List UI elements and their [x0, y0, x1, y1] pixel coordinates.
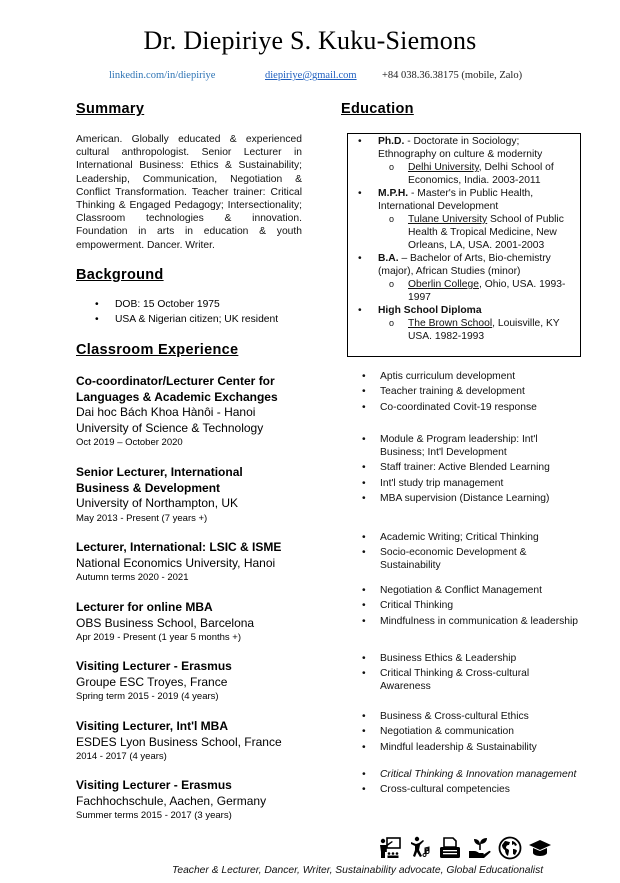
job-entry: [76, 778, 326, 822]
school-detail: School of Public Health & Tropical Medicine, New Orleans, LA, USA. 2001-2003: [408, 214, 564, 251]
job-entry: [76, 659, 326, 703]
job-dates: Autumn terms 2020 - 2021: [76, 572, 189, 583]
responsibility-item: • Cross-cultural competencies: [362, 783, 582, 796]
bullet-icon: •: [358, 305, 362, 316]
degree-label: Ph.D.: [378, 136, 405, 147]
job-dates: Summer terms 2015 - 2017 (3 years): [76, 810, 232, 821]
job-org: ESDES Lyon Business School, France: [76, 734, 282, 749]
school-detail: , Delhi School of Economics, India. 2003-2011: [408, 162, 554, 186]
school-name: Tulane University: [408, 214, 488, 225]
plant-hand-icon: [468, 836, 492, 860]
education-item-phd: [348, 135, 580, 187]
job-dates: Apr 2019 - Present (1 year 5 months +): [76, 632, 242, 643]
school-name: The Brown School: [408, 318, 493, 329]
classroom-experience-heading: Classroom Experience: [76, 342, 239, 358]
degree-label: M.P.H.: [378, 188, 409, 199]
summary-text: American. Globally educated & experienced cultural anthropologist. Senior Lecturer in International Business: Ethics & Sustainability; Leadership, Communication, Negotiation & Conflict Transformation. Teacher trainer: Critical Thinking & Engaged Pedagogy; Intersectionality; Classroom technologies & innovation. Foundation in arts in education & youth empowerment. Dancer. Writer.: [76, 134, 302, 251]
typewriter-icon: [438, 836, 462, 860]
job-role: Lecturer, International: LSIC & ISME: [76, 540, 282, 554]
dancer-icon: [408, 836, 432, 860]
responsibility-list: [362, 531, 582, 575]
job-role: Lecturer for online MBA: [76, 600, 213, 614]
school-detail: , Louisville, KY USA. 1982-1993: [408, 318, 560, 342]
job-org: National Economics University, Hanoi: [76, 555, 276, 570]
job-org: Fachhochschule, Aachen, Germany: [76, 793, 267, 808]
job-role: Visiting Lecturer - Erasmus: [76, 778, 232, 792]
bullet-icon: •: [358, 253, 362, 264]
responsibility-item: • Aptis curriculum development: [362, 370, 582, 383]
job-role: Senior Lecturer, International Business & Development: [76, 465, 243, 495]
job-org: OBS Business School, Barcelona: [76, 615, 255, 630]
responsibility-list: [362, 584, 582, 630]
job-org: University of Northampton, UK: [76, 496, 239, 510]
job-dates: Spring term 2015 - 2019 (4 years): [76, 691, 219, 702]
resume-name: Dr. Diepiriye S. Kuku-Siemons: [143, 26, 477, 55]
background-list: [95, 298, 278, 327]
responsibility-item: • Critical Thinking & Innovation management: [362, 768, 582, 781]
responsibility-item: • Staff trainer: Active Blended Learning: [362, 461, 582, 474]
responsibility-item: • Negotiation & Conflict Management: [362, 584, 582, 597]
background-item-citizenship: • USA & Nigerian citizen; UK resident: [95, 313, 278, 328]
responsibility-item: • MBA supervision (Distance Learning): [362, 492, 582, 505]
responsibility-item: • Int'l study trip management: [362, 477, 582, 490]
degree-desc: - Doctorate in Sociology; Ethnography on culture & modernity: [378, 136, 543, 160]
degree-label: B.A.: [378, 253, 399, 264]
footer-icons: [378, 836, 552, 860]
education-item-ba: [348, 252, 580, 304]
job-dates: 2014 - 2017 (4 years): [76, 751, 167, 762]
bullet-icon: •: [358, 136, 362, 147]
school-line: [339, 278, 576, 304]
school-line: [339, 161, 576, 187]
job-role: Co-coordinator/Lecturer Center for Languages & Academic Exchanges: [76, 374, 278, 404]
responsibility-item: • Critical Thinking & Cross-cultural Awareness: [362, 667, 582, 693]
job-org: Dai hoc Bách Khoa Hànôi - Hanoi University of Science & Technology: [76, 405, 264, 435]
job-entry: [76, 719, 326, 763]
degree-label: High School Diploma: [378, 305, 482, 316]
school-detail: , Ohio, USA. 1993-1997: [408, 279, 566, 303]
responsibility-item: • Socio-economic Development & Sustainability: [362, 546, 582, 572]
circle-bullet-icon: o: [389, 214, 395, 224]
job-org: Groupe ESC Troyes, France: [76, 674, 228, 689]
summary-heading: Summary: [76, 101, 145, 117]
job-entry: [76, 600, 326, 644]
circle-bullet-icon: o: [389, 318, 395, 328]
responsibility-item: • Mindful leadership & Sustainability: [362, 741, 582, 754]
responsibility-item: • Module & Program leadership: Int'l Business; Int'l Development: [362, 433, 582, 459]
responsibility-item: • Negotiation & communication: [362, 725, 582, 738]
school-line: [339, 213, 576, 252]
degree-desc: – Bachelor of Arts, Bio-chemistry (major), African Studies (minor): [378, 253, 551, 277]
responsibility-item: • Co-coordinated Covit-19 response: [362, 401, 582, 414]
responsibility-item: • Mindfulness in communication & leadership: [362, 615, 582, 628]
circle-bullet-icon: o: [389, 279, 395, 289]
responsibility-item: • Business Ethics & Leadership: [362, 652, 582, 665]
responsibility-list: [362, 710, 582, 756]
job-role: Visiting Lecturer - Erasmus: [76, 659, 232, 673]
phone-number: +84 038.36.38175 (mobile, Zalo): [382, 70, 523, 81]
education-heading: Education: [341, 101, 414, 117]
responsibility-item: • Academic Writing; Critical Thinking: [362, 531, 582, 544]
email-link[interactable]: diepiriye@gmail.com: [265, 70, 357, 81]
circle-bullet-icon: o: [389, 162, 395, 172]
responsibility-list: [362, 652, 582, 696]
globe-icon: [498, 836, 522, 860]
linkedin-link[interactable]: linkedin.com/in/diepiriye: [109, 70, 216, 81]
school-name: Oberlin College: [408, 279, 479, 290]
responsibility-item: • Teacher training & development: [362, 385, 582, 398]
background-heading: Background: [76, 267, 164, 283]
job-entry: [76, 540, 326, 584]
bullet-icon: •: [358, 188, 362, 199]
job-role: Visiting Lecturer, Int'l MBA: [76, 719, 228, 733]
graduation-cap-icon: [528, 836, 552, 860]
school-line: [339, 317, 576, 343]
responsibility-item: • Business & Cross-cultural Ethics: [362, 710, 582, 723]
education-item-mph: [348, 187, 580, 252]
responsibility-list: [362, 768, 582, 799]
tagline: Teacher & Lecturer, Dancer, Writer, Sustainability advocate, Global Educationalist: [172, 865, 544, 876]
teacher-icon: [378, 836, 402, 860]
responsibility-list: [362, 370, 582, 416]
job-entry: [76, 465, 326, 525]
responsibility-item: • Critical Thinking: [362, 599, 582, 612]
job-entry: [76, 374, 326, 449]
education-box: [347, 133, 581, 357]
education-item-highschool: [348, 304, 580, 343]
responsibility-list: [362, 433, 582, 507]
background-item-dob: • DOB: 15 October 1975: [95, 298, 278, 313]
job-dates: Oct 2019 – October 2020: [76, 437, 183, 448]
school-name: Delhi University: [408, 162, 479, 173]
job-dates: May 2013 - Present (7 years +): [76, 512, 208, 524]
degree-desc: - Master's in Public Health, International Development: [378, 188, 534, 212]
